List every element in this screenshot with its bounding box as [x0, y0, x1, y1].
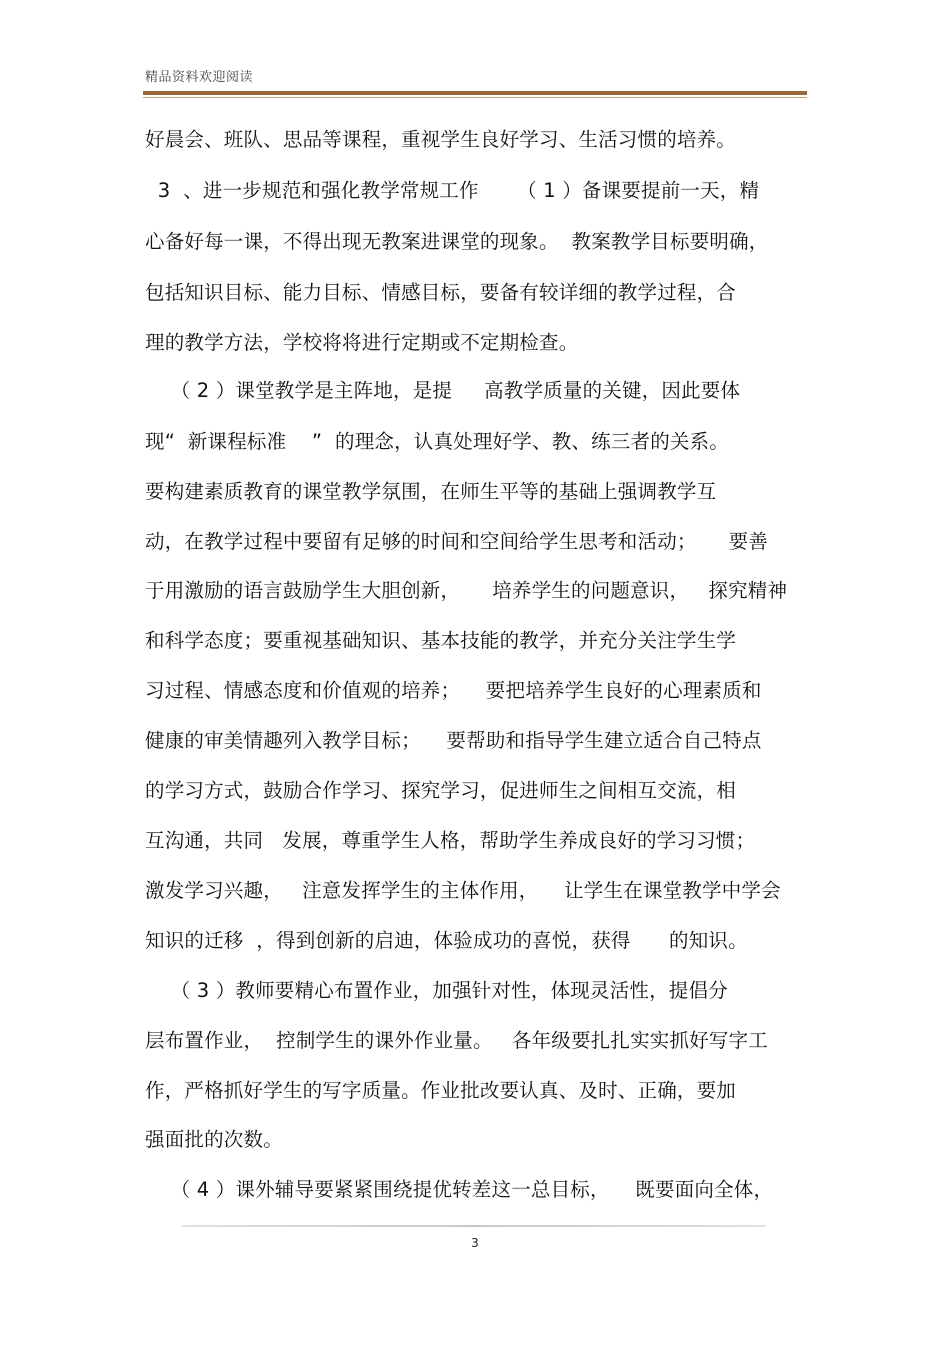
text-line: （ 4 ）课外辅导要紧紧围绕提优转差这一总目标， 既要面向全体，: [145, 1178, 774, 1201]
text-line: 习过程、情感态度和价值观的培养； 要把培养学生良好的心理素质和: [145, 679, 762, 702]
text-line: 强面批的次数。: [145, 1128, 283, 1151]
text-line: 3 、进一步规范和强化教学常规工作 （ 1 ）备课要提前一天，精: [145, 179, 760, 202]
text-line: （ 3 ）教师要精心布置作业，加强针对性，体现灵活性，提倡分: [145, 979, 728, 1002]
text-line: 心备好每一课，不得出现无教案进课堂的现象。 教案教学目标要明确，: [145, 230, 769, 253]
text-line: 知识的迁移 ，得到创新的启迪，体验成功的喜悦，获得 的知识。: [145, 929, 748, 952]
text-line: 的学习方式，鼓励合作学习、探究学习，促进师生之间相互交流，相: [145, 779, 737, 802]
text-line: 现“ 新课程标准 ” 的理念，认真处理好学、教、练三者的关系。: [145, 430, 729, 453]
text-line: 作，严格抓好学生的写字质量。作业批改要认真、及时、正确，要加: [145, 1079, 737, 1102]
text-line: 和科学态度；要重视基础知识、基本技能的教学，并充分关注学生学: [145, 629, 737, 652]
text-line: （ 2 ）课堂教学是主阵地，是提 高教学质量的关键，因此要体: [145, 379, 741, 402]
text-line: 互沟通，共同 发展，尊重学生人格，帮助学生养成良好的学习习惯；: [145, 829, 756, 852]
header-text: 精品资料欢迎阅读: [145, 70, 254, 85]
page-number: 3: [471, 1236, 479, 1250]
text-line: 激发学习兴趣， 注意发挥学生的主体作用， 让学生在课堂教学中学会: [145, 879, 781, 902]
text-line: 于用激励的语言鼓励学生大胆创新， 培养学生的问题意识， 探究精神: [145, 579, 788, 602]
text-line: 好晨会、班队、思品等课程，重视学生良好学习、生活习惯的培养。: [145, 128, 737, 151]
text-line: 要构建素质教育的课堂教学氛围，在师生平等的基础上强调教学互: [145, 480, 717, 503]
header-rule-thin: [143, 97, 807, 98]
text-line: 包括知识目标、能力目标、情感目标，要备有较详细的教学过程，合: [145, 281, 737, 304]
footer-rule: [182, 1225, 766, 1227]
text-line: 层布置作业， 控制学生的课外作业量。 各年级要扎扎实实抓好写字工: [145, 1029, 768, 1052]
text-line: 健康的审美情趣列入教学目标； 要帮助和指导学生建立适合自己特点: [145, 729, 762, 752]
text-line: 理的教学方法，学校将将进行定期或不定期检查。: [145, 331, 579, 354]
header-rule-thick: [143, 91, 807, 95]
text-line: 动，在教学过程中要留有足够的时间和空间给学生思考和活动； 要善: [145, 530, 768, 553]
